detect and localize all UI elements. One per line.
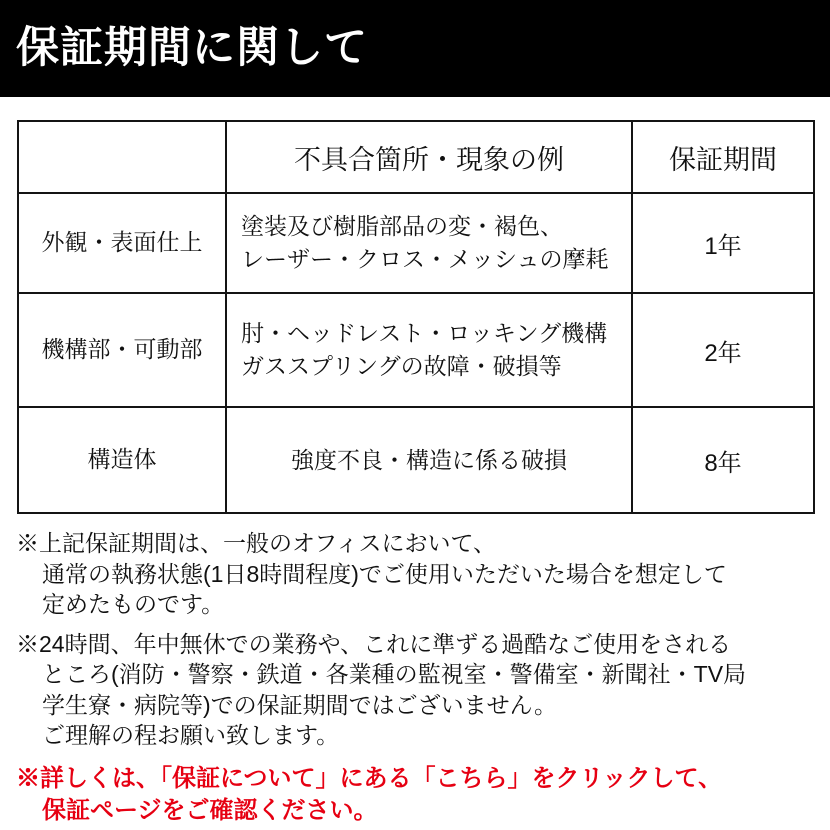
row-description <box>226 293 632 407</box>
row-description-line: ガススプリングの故障・破損等 <box>241 353 562 379</box>
note-highlight-line: 保証ページをご確認ください。 <box>42 797 378 825</box>
table-row <box>18 407 814 513</box>
table-header-cell-description: 不具合箇所・現象の例 <box>226 121 632 193</box>
note-highlight-line: ※詳しくは、「保証について」にある「こちら」をクリックして、 <box>16 765 723 793</box>
row-period: 1年 <box>632 193 814 293</box>
notes-section <box>0 514 830 827</box>
note-item <box>16 629 814 751</box>
row-period: 2年 <box>632 293 814 407</box>
warranty-table <box>17 120 815 514</box>
note-line: ※上記保証期間は、一般のオフィスにおいて、 <box>16 530 497 556</box>
table-header-cell-period: 保証期間 <box>632 121 814 193</box>
row-period: 8年 <box>632 407 814 513</box>
table-header-row <box>18 121 814 193</box>
table-row <box>18 193 814 293</box>
row-category: 構造体 <box>18 407 226 513</box>
page-header <box>0 0 830 97</box>
table-header-cell-blank <box>18 121 226 193</box>
row-description: 強度不良・構造に係る破損 <box>226 407 632 513</box>
note-line: ご理解の程お願い致します。 <box>42 722 340 749</box>
note-line: ところ(消防・警察・鉄道・各業種の監視室・警備室・新聞社・TV局 <box>42 661 747 688</box>
row-category: 外観・表面仕上 <box>18 193 226 293</box>
row-description-line: レーザー・クロス・メッシュの摩耗 <box>241 246 609 272</box>
row-description <box>226 193 632 293</box>
note-line: ※24時間、年中無休での業務や、これに準ずる過酷なご使用をされる <box>16 630 732 657</box>
row-description-line: 肘・ヘッドレスト・ロッキング機構 <box>241 320 608 347</box>
note-line: 定めたものです。 <box>42 591 225 618</box>
note-highlight <box>16 763 814 827</box>
table-row <box>18 293 814 407</box>
row-category: 機構部・可動部 <box>18 293 226 407</box>
note-item <box>16 528 814 620</box>
note-line: 学生寮・病院等)での保証期間ではございません。 <box>42 691 558 718</box>
warranty-table-wrap <box>0 97 830 514</box>
row-description-line: 塗装及び樹脂部品の変・褐色、 <box>241 213 563 240</box>
page-title: 保証期間に関して <box>16 24 368 72</box>
note-line: 通常の執務状態(1日8時間程度)でご使用いただいた場合を想定して <box>42 560 727 587</box>
